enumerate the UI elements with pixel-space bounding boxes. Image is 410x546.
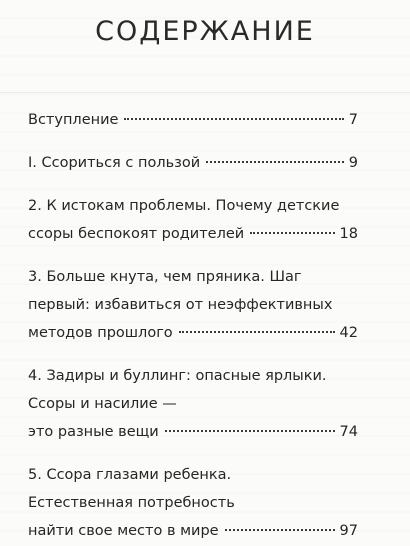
toc-title-cont: первый: избавиться от неэффективных bbox=[28, 297, 333, 313]
dot-leader bbox=[250, 218, 334, 235]
toc-line bbox=[28, 489, 358, 517]
toc-line bbox=[28, 418, 358, 446]
page-number: 42 bbox=[339, 325, 358, 341]
toc-entry-intro bbox=[28, 106, 358, 134]
page-number: 74 bbox=[339, 424, 358, 440]
toc-entry-5 bbox=[28, 461, 358, 545]
toc-title-cont: найти свое место в мире bbox=[28, 523, 219, 539]
dot-leader bbox=[124, 104, 343, 121]
page-number: 7 bbox=[348, 112, 358, 128]
toc-line bbox=[28, 192, 358, 220]
toc-entry-1 bbox=[28, 149, 358, 177]
toc-title-cont: ссоры беспокоят родителей bbox=[28, 226, 245, 242]
toc-title: 3. Больше кнута, чем пряника. Шаг bbox=[28, 269, 302, 285]
toc-title-cont: Ссоры и насилие — bbox=[28, 396, 177, 412]
toc-entry-4 bbox=[28, 362, 358, 446]
toc-title-cont: методов прошлого bbox=[28, 325, 173, 341]
toc-title: 4. Задиры и буллинг: опасные ярлыки. bbox=[28, 368, 327, 384]
toc-entry-2 bbox=[28, 192, 358, 248]
page-number: 97 bbox=[339, 523, 358, 539]
dot-leader bbox=[206, 147, 344, 164]
toc-entry-3 bbox=[28, 263, 358, 347]
toc-line bbox=[28, 319, 358, 347]
table-of-contents bbox=[28, 106, 358, 545]
toc-line bbox=[28, 291, 358, 319]
toc-title: Вступление bbox=[28, 112, 119, 128]
toc-title: 2. К истокам проблемы. Почему детские bbox=[28, 198, 340, 214]
page-faint-rule bbox=[0, 92, 410, 93]
toc-line bbox=[28, 517, 358, 545]
dot-leader bbox=[225, 515, 335, 532]
page-number: 9 bbox=[348, 155, 358, 171]
toc-line bbox=[28, 362, 358, 390]
page-title: СОДЕРЖАНИЕ bbox=[95, 16, 315, 47]
toc-line bbox=[28, 220, 358, 248]
dot-leader bbox=[179, 317, 335, 334]
toc-line bbox=[28, 149, 358, 177]
toc-line bbox=[28, 390, 358, 418]
toc-title-cont: это разные вещи bbox=[28, 424, 159, 440]
dot-leader bbox=[165, 416, 335, 433]
toc-title: I. Ссориться с пользой bbox=[28, 155, 201, 171]
toc-line bbox=[28, 461, 358, 489]
toc-line bbox=[28, 263, 358, 291]
toc-line bbox=[28, 106, 358, 134]
page-number: 18 bbox=[339, 226, 358, 242]
toc-title-cont: Естественная потребность bbox=[28, 495, 235, 511]
toc-title: 5. Ссора глазами ребенка. bbox=[28, 467, 232, 483]
